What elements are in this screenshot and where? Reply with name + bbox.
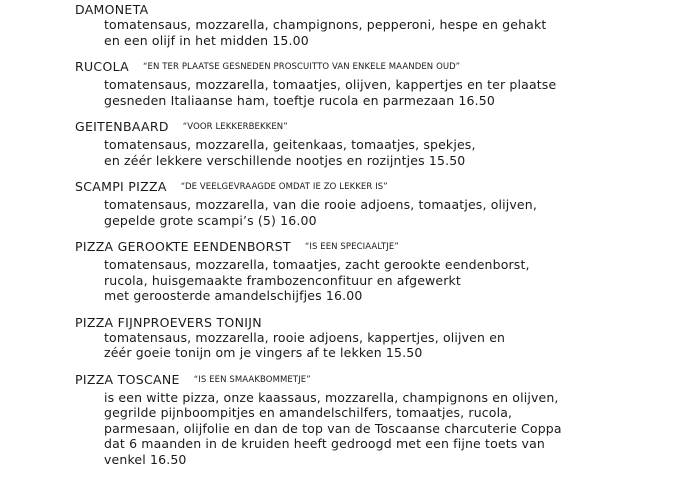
- description-line: en zéér lekkere verschillende nootjes en rozijntjes 15.50: [104, 152, 466, 168]
- description-line: zéér goeie tonijn om je vingers af te lekken 15.50: [104, 345, 423, 360]
- menu-item-name: PIZZA GEROOKTE EENDENBORST: [75, 239, 291, 254]
- menu-item-rucola: [75, 59, 665, 108]
- menu-item-tagline: “IS EEN SMAAKBOMMETJE”: [193, 374, 311, 385]
- menu-item-name: GEITENBAARD: [75, 119, 169, 134]
- menu-item-header: [75, 2, 665, 17]
- description-line: tomatensaus, mozzarella, van die rooie adjoens, tomaatjes, olijven,: [104, 197, 537, 212]
- menu-item-tagline: “IS EEN SPECIAALTJE”: [304, 242, 399, 252]
- description-line: gepelde grote scampi’s (5) 16.00: [104, 212, 317, 228]
- menu-item-geitenbaard: [75, 119, 665, 168]
- menu-item-name: RUCOLA: [75, 59, 130, 74]
- description-line: en een olijf in het midden 15.00: [104, 32, 309, 48]
- description-line: parmesaan, olijfolie en dan de top van de Toscaanse charcuterie Coppa: [104, 420, 562, 436]
- description-line: tomatensaus, mozzarella, tomaatjes, olijven, kappertjes en ter plaatse: [104, 77, 557, 92]
- description-line: tomatensaus, mozzarella, champignons, pepperoni, hespe en gehakt: [104, 17, 547, 32]
- menu-item-description: [75, 257, 665, 304]
- description-line: gesneden Italiaanse ham, toeftje rucola en parmezaan 16.50: [104, 92, 495, 108]
- menu-item-damoneta: [75, 2, 665, 48]
- menu-item-description: [75, 390, 665, 468]
- menu-item-pizza-fijnproevers-tonijn: [75, 315, 665, 361]
- description-line: rucola, huisgemaakte frambozenconfituur en afgewerkt: [104, 272, 461, 288]
- menu-item-tagline: “DE VEELGEVRAAGDE OMDAT IE ZO LEKKER IS”: [180, 182, 388, 192]
- description-line: tomatensaus, mozzarella, rooie adjoens, kappertjes, olijven en: [104, 329, 506, 345]
- menu-item-header: [75, 179, 665, 197]
- menu-item-description: [75, 17, 665, 48]
- menu-item-description: [75, 330, 665, 361]
- menu-item-header: [75, 59, 665, 77]
- pizza-menu: [75, 2, 665, 478]
- menu-item-scampi-pizza: [75, 179, 665, 228]
- description-line: gegrilde pijnboompitjes en amandelschilfers, tomaatjes, rucola,: [104, 405, 513, 420]
- description-line: dat 6 maanden in de kruiden heeft gedroogd met een fijne toets van: [104, 436, 545, 451]
- menu-item-header: [75, 119, 665, 137]
- menu-item-name: PIZZA TOSCANE: [75, 371, 180, 387]
- menu-item-pizza-gerookte-eendenborst: [75, 239, 665, 304]
- menu-item-name: SCAMPI PIZZA: [75, 179, 167, 194]
- menu-item-name: PIZZA FIJNPROEVERS TONIJN: [75, 314, 262, 330]
- menu-item-header: [75, 372, 665, 390]
- menu-item-description: [75, 137, 665, 168]
- description-line: tomatensaus, mozzarella, geitenkaas, tomaatjes, spekjes,: [104, 137, 476, 152]
- description-line: is een witte pizza, onze kaassaus, mozzarella, champignons en olijven,: [104, 389, 559, 405]
- menu-item-name: DAMONETA: [75, 2, 149, 17]
- menu-item-header: [75, 239, 665, 257]
- menu-item-tagline: “EN TER PLAATSE GESNEDEN PROSCUITTO VAN ENKELE MAANDEN OUD”: [143, 62, 461, 72]
- menu-item-pizza-toscane: [75, 372, 665, 468]
- menu-item-description: [75, 197, 665, 228]
- menu-item-header: [75, 315, 665, 330]
- description-line: met geroosterde amandelschijfjes 16.00: [104, 288, 363, 303]
- description-line: tomatensaus, mozzarella, tomaatjes, zacht gerookte eendenborst,: [104, 257, 530, 272]
- menu-item-description: [75, 77, 665, 108]
- description-line: venkel 16.50: [104, 451, 187, 467]
- menu-item-tagline: “VOOR LEKKERBEKKEN”: [182, 122, 288, 132]
